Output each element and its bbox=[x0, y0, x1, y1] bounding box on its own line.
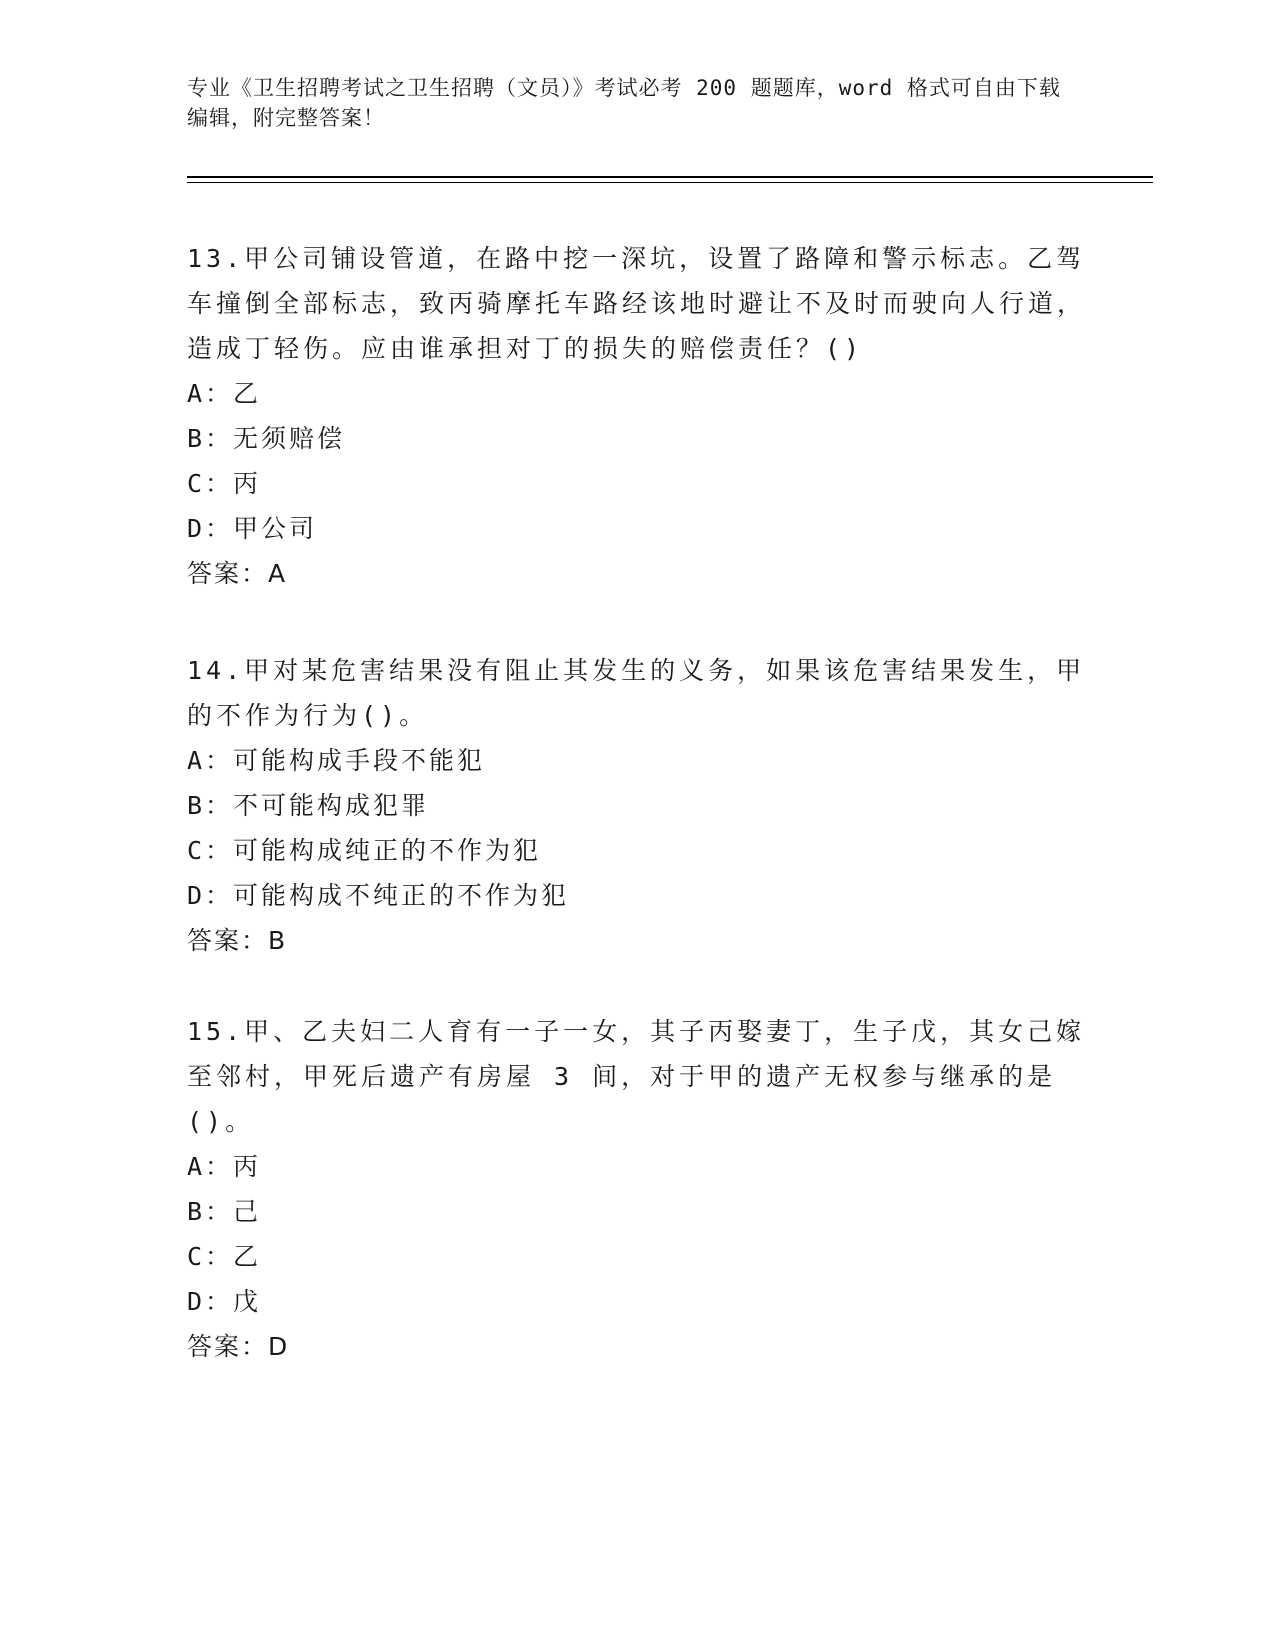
answer-label: 答案： bbox=[187, 926, 269, 955]
answer-label: 答案： bbox=[187, 559, 269, 588]
option-a: A：丙 bbox=[187, 1152, 262, 1181]
document-header bbox=[187, 73, 1067, 133]
option-d: D：甲公司 bbox=[187, 514, 318, 543]
answer-value: D bbox=[268, 1332, 290, 1361]
header-intro-text: 专业《卫生招聘考试之卫生招聘（文员）》考试必考 200 题题库，word 格式可自由下载编辑，附完整答案！ bbox=[187, 76, 1061, 130]
answer-value: A bbox=[268, 559, 288, 588]
option-b: B：己 bbox=[187, 1197, 262, 1226]
answer-line bbox=[187, 551, 1087, 596]
question-stem: 14.甲对某危害结果没有阻止其发生的义务，如果该危害结果发生，甲的不作为行为()。 bbox=[187, 656, 1086, 730]
option-c: C：乙 bbox=[187, 1242, 262, 1271]
header-divider-thick bbox=[187, 176, 1153, 178]
header-divider-thin bbox=[187, 182, 1153, 183]
question-15 bbox=[187, 1009, 1087, 1369]
question-14 bbox=[187, 648, 1087, 963]
option-c: C：可能构成纯正的不作为犯 bbox=[187, 836, 542, 865]
option-a: A：乙 bbox=[187, 379, 262, 408]
option-d: D：可能构成不纯正的不作为犯 bbox=[187, 881, 570, 910]
answer-value: B bbox=[268, 926, 288, 955]
question-stem: 15.甲、乙夫妇二人育有一子一女，其子丙娶妻丁，生子戊，其女己嫁至邻村，甲死后遗产有房屋 3 间，对于甲的遗产无权参与继承的是()。 bbox=[187, 1017, 1086, 1136]
option-c: C：丙 bbox=[187, 469, 262, 498]
option-b: B：无须赔偿 bbox=[187, 424, 346, 453]
answer-label: 答案： bbox=[187, 1332, 269, 1361]
answer-line bbox=[187, 1324, 1087, 1369]
question-13 bbox=[187, 236, 1087, 596]
option-b: B：不可能构成犯罪 bbox=[187, 791, 430, 820]
question-stem: 13.甲公司铺设管道，在路中挖一深坑，设置了路障和警示标志。乙驾车撞倒全部标志，致丙骑摩托车路经该地时避让不及时而驶向人行道，造成丁轻伤。应由谁承担对丁的损失的赔偿责任？() bbox=[187, 244, 1087, 363]
answer-line bbox=[187, 918, 1087, 963]
option-a: A：可能构成手段不能犯 bbox=[187, 746, 486, 775]
option-d: D：戊 bbox=[187, 1287, 262, 1316]
